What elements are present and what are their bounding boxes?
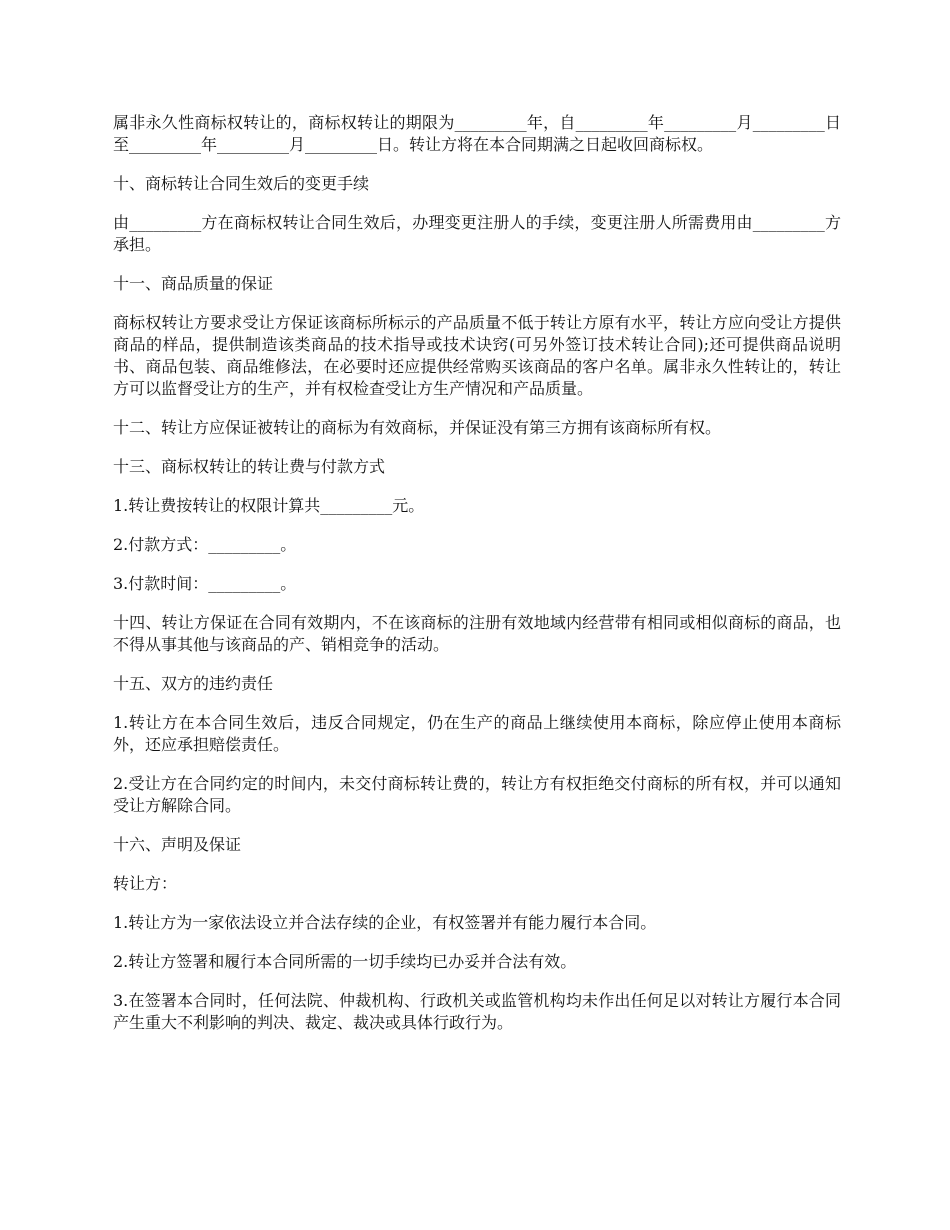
paragraph-term-of-transfer: 属非永久性商标权转让的，商标权转让的期限为_________年，自_________年_________月_________日至_________年_________月_________日。转让方将在本合同期满之日起收回商标权。 [113, 113, 841, 154]
list-item-payment-method: 2.付款方式：_________。 [113, 535, 297, 554]
paragraph-quality-guarantee: 商标权转让方要求受让方保证该商标所标示的产品质量不低于转让方原有水平，转让方应向受让方提供商品的样品，提供制造该类商品的技术指导或技术诀窍(可另外签订技术转让合同);还可提供商品说明书、商品包装、商品维修法，在必要时还应提供经常购买该商品的客户名单。属非永久性转让的，转让方可以监督受让方的生产，并有权检查受让方生产情况和产品质量。 [113, 313, 841, 398]
list-item-breach-transferee: 2.受让方在合同约定的时间内，未交付商标转让费的，转让方有权拒绝交付商标的所有权，并可以通知受让方解除合同。 [113, 774, 841, 815]
list-item-warranty-3: 3.在签署本合同时，任何法院、仲裁机构、行政机关或监管机构均未作出任何足以对转让方履行本合同产生重大不利影响的判决、裁定、裁决或具体行政行为。 [113, 991, 841, 1032]
section-heading-15: 十五、双方的违约责任 [113, 674, 274, 693]
list-item-warranty-1: 1.转让方为一家依法设立并合法存续的企业，有权签署并有能力履行本合同。 [113, 913, 657, 932]
list-item-warranty-2: 2.转让方签署和履行本合同所需的一切手续均已办妥并合法有效。 [113, 952, 577, 971]
list-item-transfer-fee: 1.转让费按转让的权限计算共_________元。 [113, 496, 425, 515]
paragraph-change-procedure: 由_________方在商标权转让合同生效后，办理变更注册人的手续，变更注册人所需费用由_________方承担。 [113, 213, 841, 254]
list-item-breach-transferor: 1.转让方在本合同生效后，违反合同规定，仍在生产的商品上继续使用本商标，除应停止使用本商标外，还应承担赔偿责任。 [113, 713, 841, 754]
party-label-transferor: 转让方： [113, 874, 178, 893]
section-heading-10: 十、商标转让合同生效后的变更手续 [113, 174, 370, 193]
section-heading-13: 十三、商标权转让的转让费与付款方式 [113, 457, 386, 476]
list-item-payment-time: 3.付款时间：_________。 [113, 574, 297, 593]
section-heading-11: 十一、商品质量的保证 [113, 274, 274, 293]
section-heading-16: 十六、声明及保证 [113, 835, 242, 854]
section-heading-12: 十二、转让方应保证被转让的商标为有效商标，并保证没有第三方拥有该商标所有权。 [113, 418, 722, 437]
section-heading-14: 十四、转让方保证在合同有效期内，不在该商标的注册有效地域内经营带有相同或相似商标的商品，也不得从事其他与该商品的产、销相竞争的活动。 [113, 613, 841, 654]
document-page [113, 112, 841, 1051]
